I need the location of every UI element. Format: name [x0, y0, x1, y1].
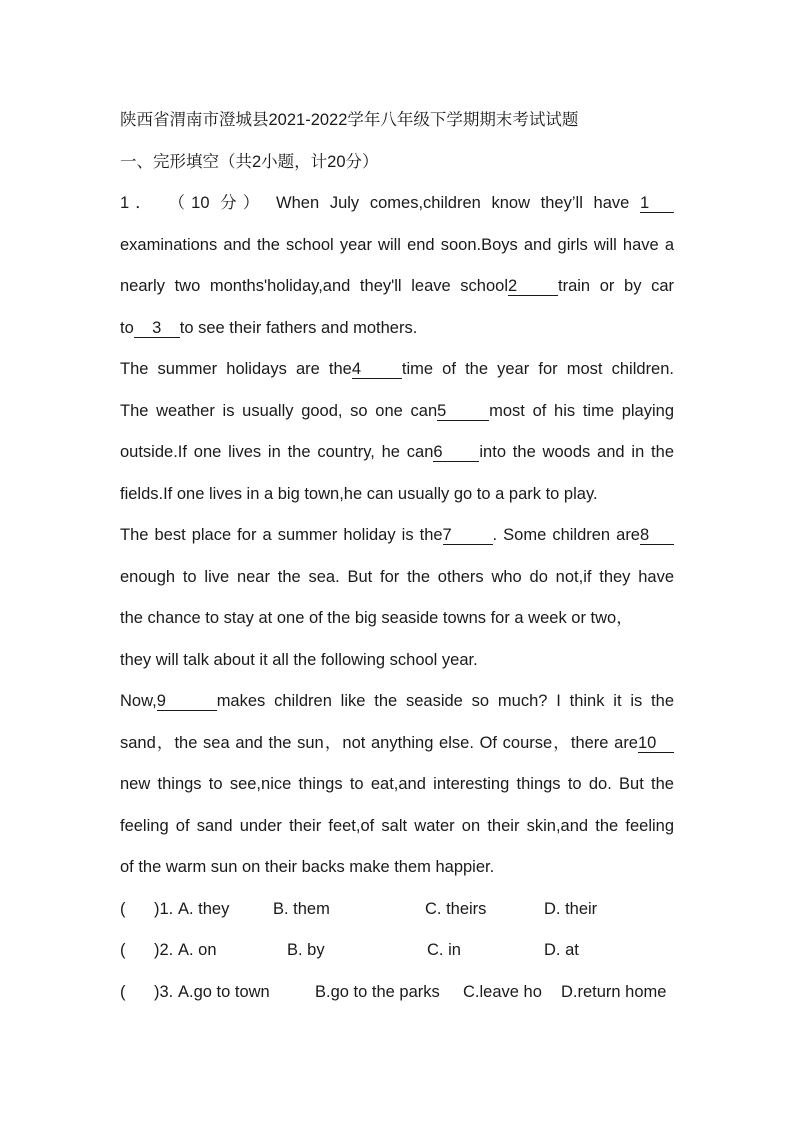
option-a[interactable]: A. they [178, 899, 230, 918]
option-number: )3. [154, 982, 174, 1001]
passage-line: nearly two months'holiday,and they'll leave school2 train or by car [120, 277, 674, 295]
blank-1: 1 [640, 194, 674, 213]
question-score: （10 分） [168, 194, 266, 212]
option-row [120, 889, 674, 931]
passage-line: sand，the sea and the sun，not anything else. Of course，there are10 [120, 723, 674, 765]
passage-line: Now,9 makes children like the seaside so much? I think it is the [120, 692, 674, 710]
blank-6: 6 [433, 443, 479, 462]
blank-8: 8 [640, 526, 674, 545]
blank-9: 9 [157, 692, 217, 711]
passage-line: 1． （10 分） When July comes,children know they’ll have 1 [120, 183, 674, 225]
option-c[interactable]: C. theirs [425, 899, 487, 918]
passage-line: outside.If one lives in the country, he can6 into the woods and in the [120, 443, 674, 461]
option-c[interactable]: C.leave ho [463, 982, 542, 1001]
option-row [120, 930, 674, 972]
passage-line: of the warm sun on their backs make them happier. [120, 858, 495, 876]
option-b[interactable]: B. by [287, 941, 325, 959]
option-d[interactable]: D.return home [561, 982, 667, 1001]
passage-line: examinations and the school year will end soon.Boys and girls will have a [120, 235, 674, 254]
blank-10: 10 [638, 734, 674, 753]
passage-line: fields.If one lives in a big town,he can usually go to a park to play. [120, 484, 598, 503]
passage-line: the chance to stay at one of the big seaside towns for a week or two， [120, 609, 633, 627]
answer-paren: ( [120, 941, 126, 959]
answer-paren: ( [120, 899, 126, 918]
section-heading: 一、完形填空（共2小题，计20分） [120, 152, 379, 171]
option-a[interactable]: A.go to town [178, 982, 270, 1001]
answer-paren: ( [120, 982, 126, 1001]
option-number: )2. [154, 941, 174, 959]
passage-line: The best place for a summer holiday is the7 . Some children are8 [120, 515, 674, 557]
passage-line: The summer holidays are the4 time of the year for most children. [120, 360, 674, 378]
passage-line: to 3 to see their fathers and mothers. [120, 318, 418, 337]
option-b[interactable]: B. them [273, 899, 330, 918]
option-number: )1. [154, 899, 174, 918]
option-a[interactable]: A. on [178, 941, 217, 959]
blank-4: 4 [352, 360, 402, 379]
blank-3: 3 [134, 319, 180, 338]
blank-2: 2 [508, 277, 558, 296]
option-c[interactable]: C. in [427, 941, 461, 959]
passage-line: enough to live near the sea. But for the others who do not,if they have [120, 567, 674, 586]
option-d[interactable]: D. their [544, 899, 598, 918]
option-row [120, 972, 674, 1014]
option-d[interactable]: D. at [544, 941, 579, 959]
exam-content [120, 100, 674, 1013]
passage-line: The weather is usually good, so one can5 most of his time playing [120, 401, 674, 420]
passage-line: they will talk about it all the following school year. [120, 650, 478, 669]
blank-7: 7 [443, 526, 493, 545]
option-b[interactable]: B.go to the parks [315, 982, 440, 1001]
passage-line: new things to see,nice things to eat,and interesting things to do. But the [120, 775, 674, 793]
question-number: 1． [120, 194, 158, 212]
exam-title: 陕西省渭南市澄城县2021-2022学年八年级下学期期末考试试题 [120, 111, 579, 129]
passage-line: feeling of sand under their feet,of salt water on their skin,and the feeling [120, 816, 674, 835]
blank-5: 5 [437, 402, 489, 421]
